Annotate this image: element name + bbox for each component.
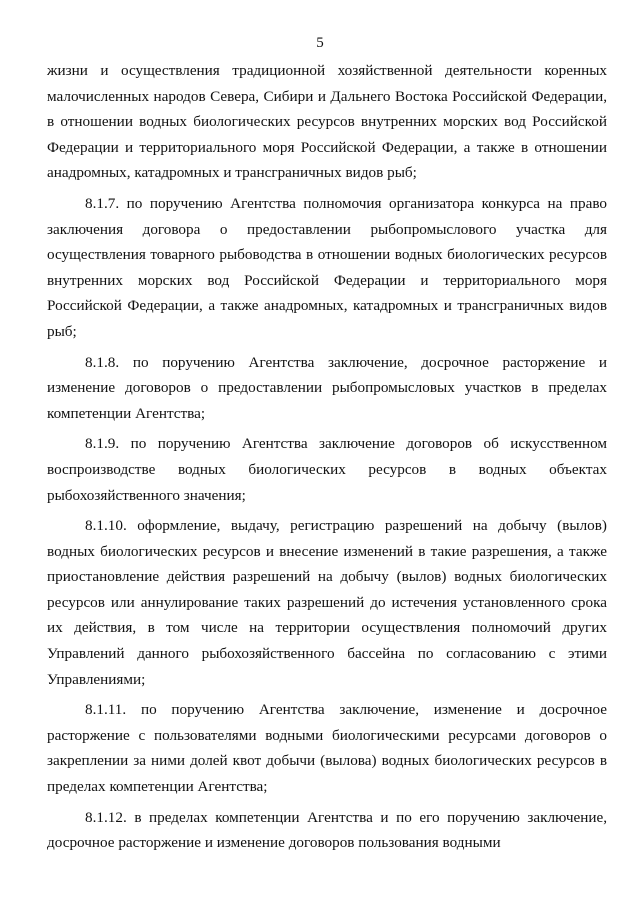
paragraph-8-1-11: 8.1.11. по поручению Агентства заключение, изменение и досрочное расторжение с пользователями водными биологическими ресурсами договоров о закреплении за ними долей квот добычи (вылова) водных биологических ресурсов в пределах компетенции Агентства;	[47, 701, 607, 796]
paragraph-8-1-9: 8.1.9. по поручению Агентства заключение договоров об искусственном воспроизводстве водных биологических ресурсов в водных объектах рыбохозяйственного значения;	[47, 435, 607, 504]
paragraph-8-1-10: 8.1.10. оформление, выдачу, регистрацию разрешений на добычу (вылов) водных биологических ресурсов и внесение изменений в такие разрешения, а также приостановление действия разрешений на добычу (вылов) водных биологических ресурсов или аннулирование таких разрешений до истечения установленного срока их действия, в том числе на территории осуществления полномочий других Управлений данного рыбохозяйственного бассейна по согласованию с этими Управлениями;	[47, 517, 607, 688]
document-body	[47, 58, 607, 856]
paragraph-8-1-8: 8.1.8. по поручению Агентства заключение, досрочное расторжение и изменение договоров о предоставлении рыбопромысловых участков в пределах компетенции Агентства;	[47, 353, 607, 422]
paragraph-continuation: жизни и осуществления традиционной хозяйственной деятельности коренных малочисленных народов Севера, Сибири и Дальнего Востока Российской Федерации, в отношении водных биологических ресурсов внутренних морских вод Российской Федерации и территориального моря Российской Федерации, а также в отношении анадромных, катадромных и трансграничных видов рыб;	[47, 62, 607, 182]
paragraph-8-1-7: 8.1.7. по поручению Агентства полномочия организатора конкурса на право заключения договора о предоставлении рыбопромыслового участка для осуществления товарного рыбоводства в отношении водных биологических ресурсов внутренних морских вод Российской Федерации и территориального моря Российской Федерации, а также анадромных, катадромных и трансграничных видов рыб;	[47, 194, 607, 340]
page-number: 5	[316, 35, 324, 51]
paragraph-8-1-12: 8.1.12. в пределах компетенции Агентства и по его поручению заключение, досрочное расторжение и изменение договоров пользования водными	[47, 808, 607, 852]
